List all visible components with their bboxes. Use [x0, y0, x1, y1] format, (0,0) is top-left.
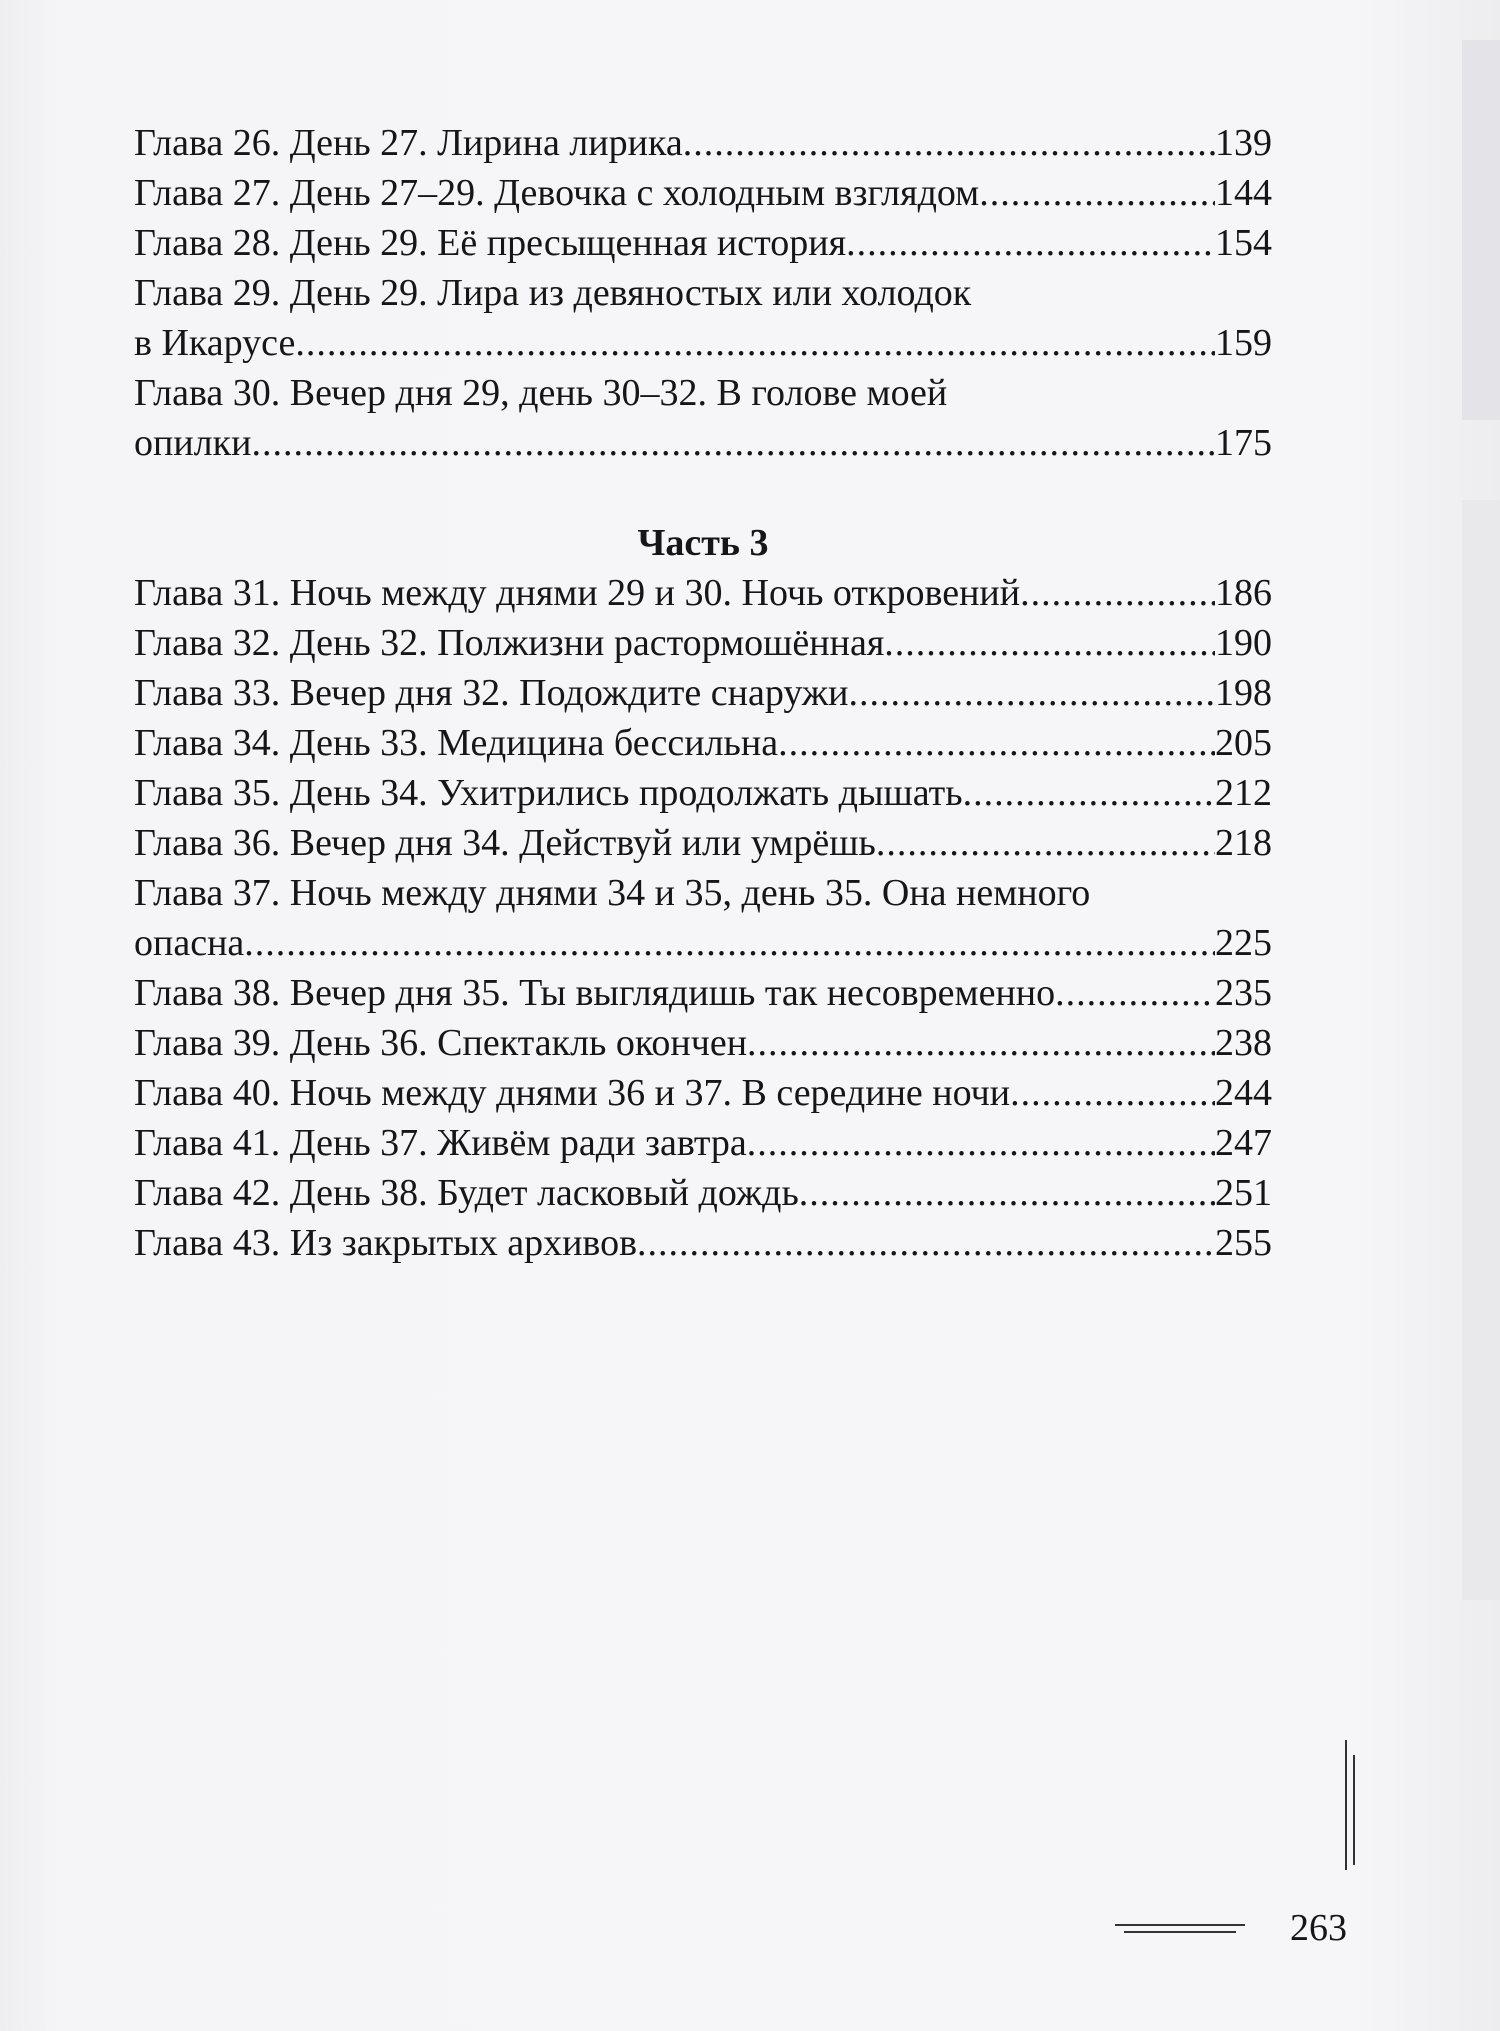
toc-leader-dots — [963, 768, 1215, 818]
toc-leader-dots — [747, 1018, 1215, 1068]
toc-entry-continuation: в Икарусе — [134, 322, 296, 364]
toc-entry-36 — [134, 818, 1272, 868]
toc-entry-title: Глава 27. День 27–29. Девочка с холодным взглядом — [134, 172, 980, 214]
toc-entry-title: Глава 26. День 27. Лирина лирика — [134, 122, 683, 164]
toc-entry-38 — [134, 968, 1272, 1018]
toc-entry-title: Глава 30. Вечер дня 29, день 30–32. В голове моей — [134, 372, 948, 414]
toc-entry-title: Глава 42. День 38. Будет ласковый дождь — [134, 1172, 799, 1214]
margin-rule — [1345, 1740, 1347, 1870]
toc-leader-dots — [846, 218, 1215, 268]
toc-entry-30-continuation — [134, 418, 1272, 468]
toc-entry-42 — [134, 1168, 1272, 1218]
toc-entry-43 — [134, 1218, 1272, 1268]
toc-leader-dots — [251, 418, 1215, 468]
toc-entry-title: Глава 31. Ночь между днями 29 и 30. Ночь откровений — [134, 572, 1021, 614]
toc-entry-page: 255 — [1215, 1222, 1272, 1264]
toc-entry-title: Глава 28. День 29. Её пресыщенная история — [134, 222, 847, 264]
toc-entry-page: 244 — [1215, 1072, 1272, 1114]
toc-leader-dots — [683, 118, 1215, 168]
toc-entry-page: 159 — [1215, 322, 1272, 364]
toc-leader-dots — [1055, 968, 1215, 1018]
toc-entry-title: Глава 39. День 36. Спектакль окончен — [134, 1022, 748, 1064]
page-number: 263 — [1290, 1907, 1347, 1949]
toc-entry-page: 154 — [1215, 222, 1272, 264]
toc-leader-dots — [637, 1218, 1215, 1268]
folio-rule — [1115, 1924, 1245, 1926]
folio-rule — [1124, 1931, 1236, 1933]
toc-entry-35 — [134, 768, 1272, 818]
toc-entry-40 — [134, 1068, 1272, 1118]
toc-entry-page: 212 — [1215, 772, 1272, 814]
toc-entry-title: Глава 36. Вечер дня 34. Действуй или умрёшь — [134, 822, 876, 864]
toc-entry-39 — [134, 1018, 1272, 1068]
toc-entry-26 — [134, 118, 1272, 168]
toc-entry-28 — [134, 218, 1272, 268]
toc-entry-29-first-line — [134, 268, 1272, 318]
toc-entry-page: 198 — [1215, 672, 1272, 714]
toc-leader-dots — [1010, 1068, 1215, 1118]
toc-entry-31 — [134, 568, 1272, 618]
toc-leader-dots — [1020, 568, 1215, 618]
toc-leader-dots — [778, 718, 1215, 768]
toc-entry-37-continuation — [134, 918, 1272, 968]
toc-entry-page: 186 — [1215, 572, 1272, 614]
toc-entry-27 — [134, 168, 1272, 218]
margin-rule — [1353, 1755, 1355, 1865]
page-edge-shadow — [1462, 40, 1500, 420]
toc-entry-page: 139 — [1215, 122, 1272, 164]
toc-entry-page: 190 — [1215, 622, 1272, 664]
table-of-contents — [134, 118, 1272, 1268]
toc-leader-dots — [848, 668, 1215, 718]
toc-entry-continuation: опасна — [134, 922, 245, 964]
toc-entry-30-first-line — [134, 368, 1272, 418]
toc-entry-page: 175 — [1215, 422, 1272, 464]
toc-entry-29-continuation — [134, 318, 1272, 368]
toc-entry-page: 144 — [1215, 172, 1272, 214]
toc-entry-32 — [134, 618, 1272, 668]
toc-entry-page: 238 — [1215, 1022, 1272, 1064]
toc-entry-continuation: опилки — [134, 422, 252, 464]
toc-entry-title: Глава 37. Ночь между днями 34 и 35, день 35. Она немного — [134, 872, 1091, 914]
toc-entry-page: 205 — [1215, 722, 1272, 764]
toc-entry-title: Глава 38. Вечер дня 35. Ты выглядишь так несовременно — [134, 972, 1056, 1014]
toc-leader-dots — [295, 318, 1215, 368]
toc-entry-41 — [134, 1118, 1272, 1168]
toc-leader-dots — [979, 168, 1215, 218]
toc-leader-dots — [799, 1168, 1215, 1218]
toc-entry-page: 251 — [1215, 1172, 1272, 1214]
toc-entry-37-first-line — [134, 868, 1272, 918]
toc-entry-title: Глава 33. Вечер дня 32. Подождите снаружи — [134, 672, 849, 714]
toc-leader-dots — [884, 618, 1215, 668]
section-heading-part-3: Часть 3 — [637, 522, 769, 564]
toc-entry-page: 247 — [1215, 1122, 1272, 1164]
page-edge-shadow-lower — [1462, 500, 1500, 1600]
toc-entry-33 — [134, 668, 1272, 718]
toc-entry-title: Глава 41. День 37. Живём ради завтра — [134, 1122, 747, 1164]
toc-entry-34 — [134, 718, 1272, 768]
toc-leader-dots — [747, 1118, 1215, 1168]
toc-entry-title: Глава 32. День 32. Полжизни растормошённая — [134, 622, 885, 664]
toc-entry-title: Глава 29. День 29. Лира из девяностых или холодок — [134, 272, 972, 314]
toc-leader-dots — [876, 818, 1215, 868]
toc-entry-page: 235 — [1215, 972, 1272, 1014]
toc-entry-title: Глава 43. Из закрытых архивов — [134, 1222, 638, 1264]
toc-entry-title: Глава 35. День 34. Ухитрились продолжать дышать — [134, 772, 963, 814]
toc-entry-page: 225 — [1215, 922, 1272, 964]
toc-entry-title: Глава 34. День 33. Медицина бессильна — [134, 722, 779, 764]
toc-entry-title: Глава 40. Ночь между днями 36 и 37. В середине ночи — [134, 1072, 1011, 1114]
toc-leader-dots — [244, 918, 1215, 968]
toc-entry-page: 218 — [1215, 822, 1272, 864]
